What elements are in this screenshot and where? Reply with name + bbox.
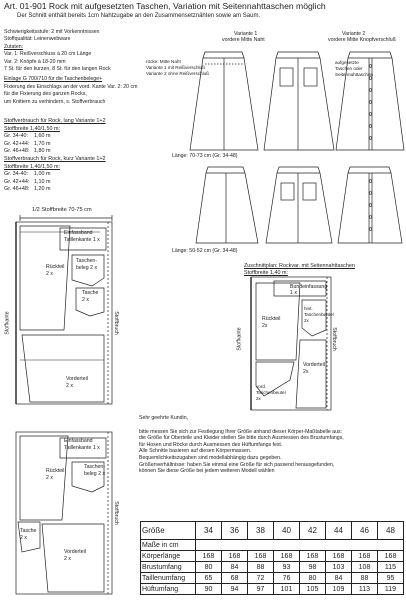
- layout1-pocket-facing-label: Taschen-: [76, 258, 98, 264]
- size-unit-row: Maße in cm: [141, 540, 404, 551]
- skirt-short-back-drawing: [196, 167, 258, 243]
- layout1-pocket-label: 2 x: [82, 297, 89, 303]
- layout3-fold-label: Stoffbruch: [330, 327, 337, 351]
- supplies-heading: Zutaten:: [4, 43, 24, 50]
- fabric-short-width: Stoffbreite 1,40/1,50 m:: [4, 163, 60, 170]
- page-title: Art. 01-901 Rock mit aufgesetzten Taschen, Variation mit Seitennahttaschen möglich: [4, 1, 326, 11]
- pocket-note: Taschen oder: [335, 66, 363, 71]
- skirt-long-front-drawing: [264, 52, 334, 150]
- fabric-row: Gr. 46+48: 1,20 m: [4, 186, 51, 193]
- length-long: Länge: 70-73 cm (Gr. 34-48): [172, 153, 238, 159]
- layout1-back-label: 2 x: [46, 271, 53, 277]
- letter-line: die Größe für Oberteile und Kleider stellen Sie bitte durch Ausmessen des Brustumfangs,: [139, 435, 344, 442]
- cutting-layout-short: [16, 432, 112, 594]
- layout3-back-label: 2x: [262, 323, 268, 329]
- variant1-sub: vordere Mitte Naht: [222, 37, 265, 43]
- layout3-width-label: Stoffbreite 1,40 m:: [244, 270, 288, 276]
- layout3-vord-label: Taschenbeutel: [256, 390, 286, 395]
- fabric-short-heading: Stoffverbrauch für Rock, kurz Variante 1+2: [4, 155, 106, 162]
- layout3-selvage-label: Stoffkante: [236, 327, 243, 351]
- table-row: Körperlänge 168 168 168 168 168 168 168 168: [141, 551, 404, 562]
- layout2-pocket-facing-label: Taschen-: [84, 464, 106, 470]
- letter-line: können Sie diese Größe bei jedem weiteren Modell wählen: [139, 468, 275, 475]
- letter-line: für Hosen und Röcke durch Ausmessen des Hüftumfangs fest.: [139, 441, 283, 448]
- layout3-hint-label: Taschenbeutel: [304, 312, 334, 317]
- variant2-sub: vordere Mitte Knopfverschluß: [328, 37, 396, 43]
- page-subtitle: Der Schnitt enthält bereits 1cm Nahtzugabe an den Zusammensetznähten sowie am Saum.: [17, 13, 261, 19]
- variant1-label: Variante 1: [234, 31, 258, 37]
- letter-line: bitte messen Sie sich zur Festlegung Ihrer Größe anhand dieser Körper-Maßtabelle aus:: [139, 428, 342, 435]
- size-header-row: Größe 34 36 38 40 42 44 46 48: [141, 522, 404, 540]
- fabric-row: Gr. 42+44: 1,70 m: [4, 140, 51, 147]
- layout1-front-label: Vorderteil: [66, 376, 88, 382]
- layout3-hint-label: hint.: [304, 306, 313, 311]
- table-row: Taillenumfang 65 68 72 76 80 84 88 95: [141, 573, 404, 584]
- layout1-back-label: Rückteil: [46, 264, 65, 270]
- interfacing-line: für die Fixierung des ganzen Rocks,: [4, 91, 87, 98]
- back-note: rücke: Mitte Naht: [146, 59, 181, 64]
- interfacing-line: Fixierung des Einschlags an der vord. Kante Var. 2: 20 cm: [4, 83, 138, 90]
- layout3-band-label: Bundeinfassung: [290, 284, 328, 290]
- length-short: Länge: 50-52 cm (Gr. 34-48): [172, 248, 238, 254]
- layout1-width-label: 1/2 Stoffbreite 70-75 cm: [32, 207, 92, 213]
- letter-line: Größenverhältnisse: haben Sie einmal eine Größe für sich passend herausgefunden,: [139, 461, 335, 468]
- customer-letter: [139, 415, 405, 475]
- table-row: Brustumfang 80 84 88 93 98 103 108 115: [141, 562, 404, 573]
- layout3-back-label: Rückteil: [262, 316, 281, 322]
- layout3-front-label: 2x: [303, 369, 309, 375]
- layout2-pocket-label: Tasche: [20, 528, 37, 534]
- layout1-selvage-label: Stoffkante: [4, 311, 11, 335]
- layout3-heading: Zuschnittplan: Rockvar. mit Seitennahttaschen: [244, 263, 355, 269]
- layout2-front-label: Vorderteil: [64, 549, 86, 555]
- difficulty-text: Schwierigkeitsstufe: 2 mit Vorkenntnissen: [4, 29, 100, 35]
- layout1-facing-label: Einfassband: [64, 230, 93, 236]
- layout1-pocket-label: Tasche: [82, 290, 99, 296]
- layout3-vord-label: 2x: [256, 396, 261, 401]
- size-table: [140, 521, 404, 595]
- fabric-quality-text: Stoffqualität: Leinenwebware: [4, 36, 71, 43]
- pocket-note: Seitennahttaschen: [335, 72, 374, 77]
- layout1-front-label: 2 x: [66, 383, 73, 389]
- back-note: Variante 1 mit Reißverschluß: [146, 65, 205, 70]
- layout3-vord-label: vord.: [256, 384, 267, 389]
- fabric-row: Gr. 34-40: 1,00 m: [4, 171, 51, 178]
- layout2-back-label: Rückteil: [46, 468, 65, 474]
- supply-buttons: 7 St. für den kurzen, 8 St. für den langen Rock: [4, 66, 111, 73]
- cutting-layout-long: [16, 215, 112, 404]
- letter-greeting: Sehr geehrte Kundin,: [139, 415, 189, 421]
- skirt-short-front-drawing: [266, 167, 332, 243]
- fabric-row: Gr. 42+44: 1,10 m: [4, 178, 51, 185]
- back-note: Variante 2 ohne Reißverschluß: [146, 71, 209, 76]
- fabric-row: Gr. 34-40: 1,60 m: [4, 133, 51, 140]
- layout1-pocket-facing-label: beleg 2 x: [76, 265, 98, 271]
- pocket-note: aufgesetzte: [335, 60, 359, 65]
- skirt-short-front-button-drawing: [338, 167, 402, 243]
- layout2-facing-label: Einfassband: [64, 438, 93, 444]
- layout1-fold-label: Stoffbruch: [112, 311, 119, 335]
- letter-line: Alle Schnitte basieren auf diesen Körpermassen.: [139, 448, 252, 455]
- letter-line: Bequemlichkeitszugaben sind modellabhängig dazu gegeben.: [139, 454, 282, 461]
- layout3-hint-label: 2x: [304, 318, 309, 323]
- layout3-front-label: Vorderteil: [303, 362, 325, 368]
- layout2-pocket-label: 2 x: [20, 535, 27, 541]
- layout2-pocket-facing-label: beleg 2 x: [84, 471, 106, 477]
- fabric-row: Gr. 46+48: 1,80 m: [4, 148, 51, 155]
- layout1-facing-label: Taillenkante 1 x: [64, 237, 100, 243]
- layout2-back-label: 2 x: [46, 475, 53, 481]
- layout2-facing-label: Taillenkante 1 x: [64, 445, 100, 451]
- layout2-fold-label: Stoffbruch: [112, 501, 119, 525]
- fabric-long-heading: Stoffverbrauch für Rock, lang Variante 1+2: [4, 118, 106, 124]
- layout2-front-label: 2 x: [64, 556, 71, 562]
- supply-var2: Var. 2: Knöpfe à 18-20 mm: [4, 58, 66, 65]
- supply-var1: Var. 1: Reißverschluss à 20 cm Länge: [4, 51, 92, 58]
- table-row: Hüftumfang 90 94 97 101 105 109 113 119: [141, 584, 404, 595]
- size-header-label: Größe: [141, 522, 196, 540]
- layout3-band-label: 1 x: [290, 290, 297, 296]
- variant2-label: Variante 2: [342, 31, 366, 37]
- fabric-long-width: Stoffbreite 1,40/1,50 m:: [4, 125, 60, 132]
- interfacing-heading: Einlage G 700/710 für die Taschenbelege+: [4, 76, 103, 83]
- interfacing-line: um Knittern zu verhindern, s. Stoffverbrauch: [4, 98, 106, 105]
